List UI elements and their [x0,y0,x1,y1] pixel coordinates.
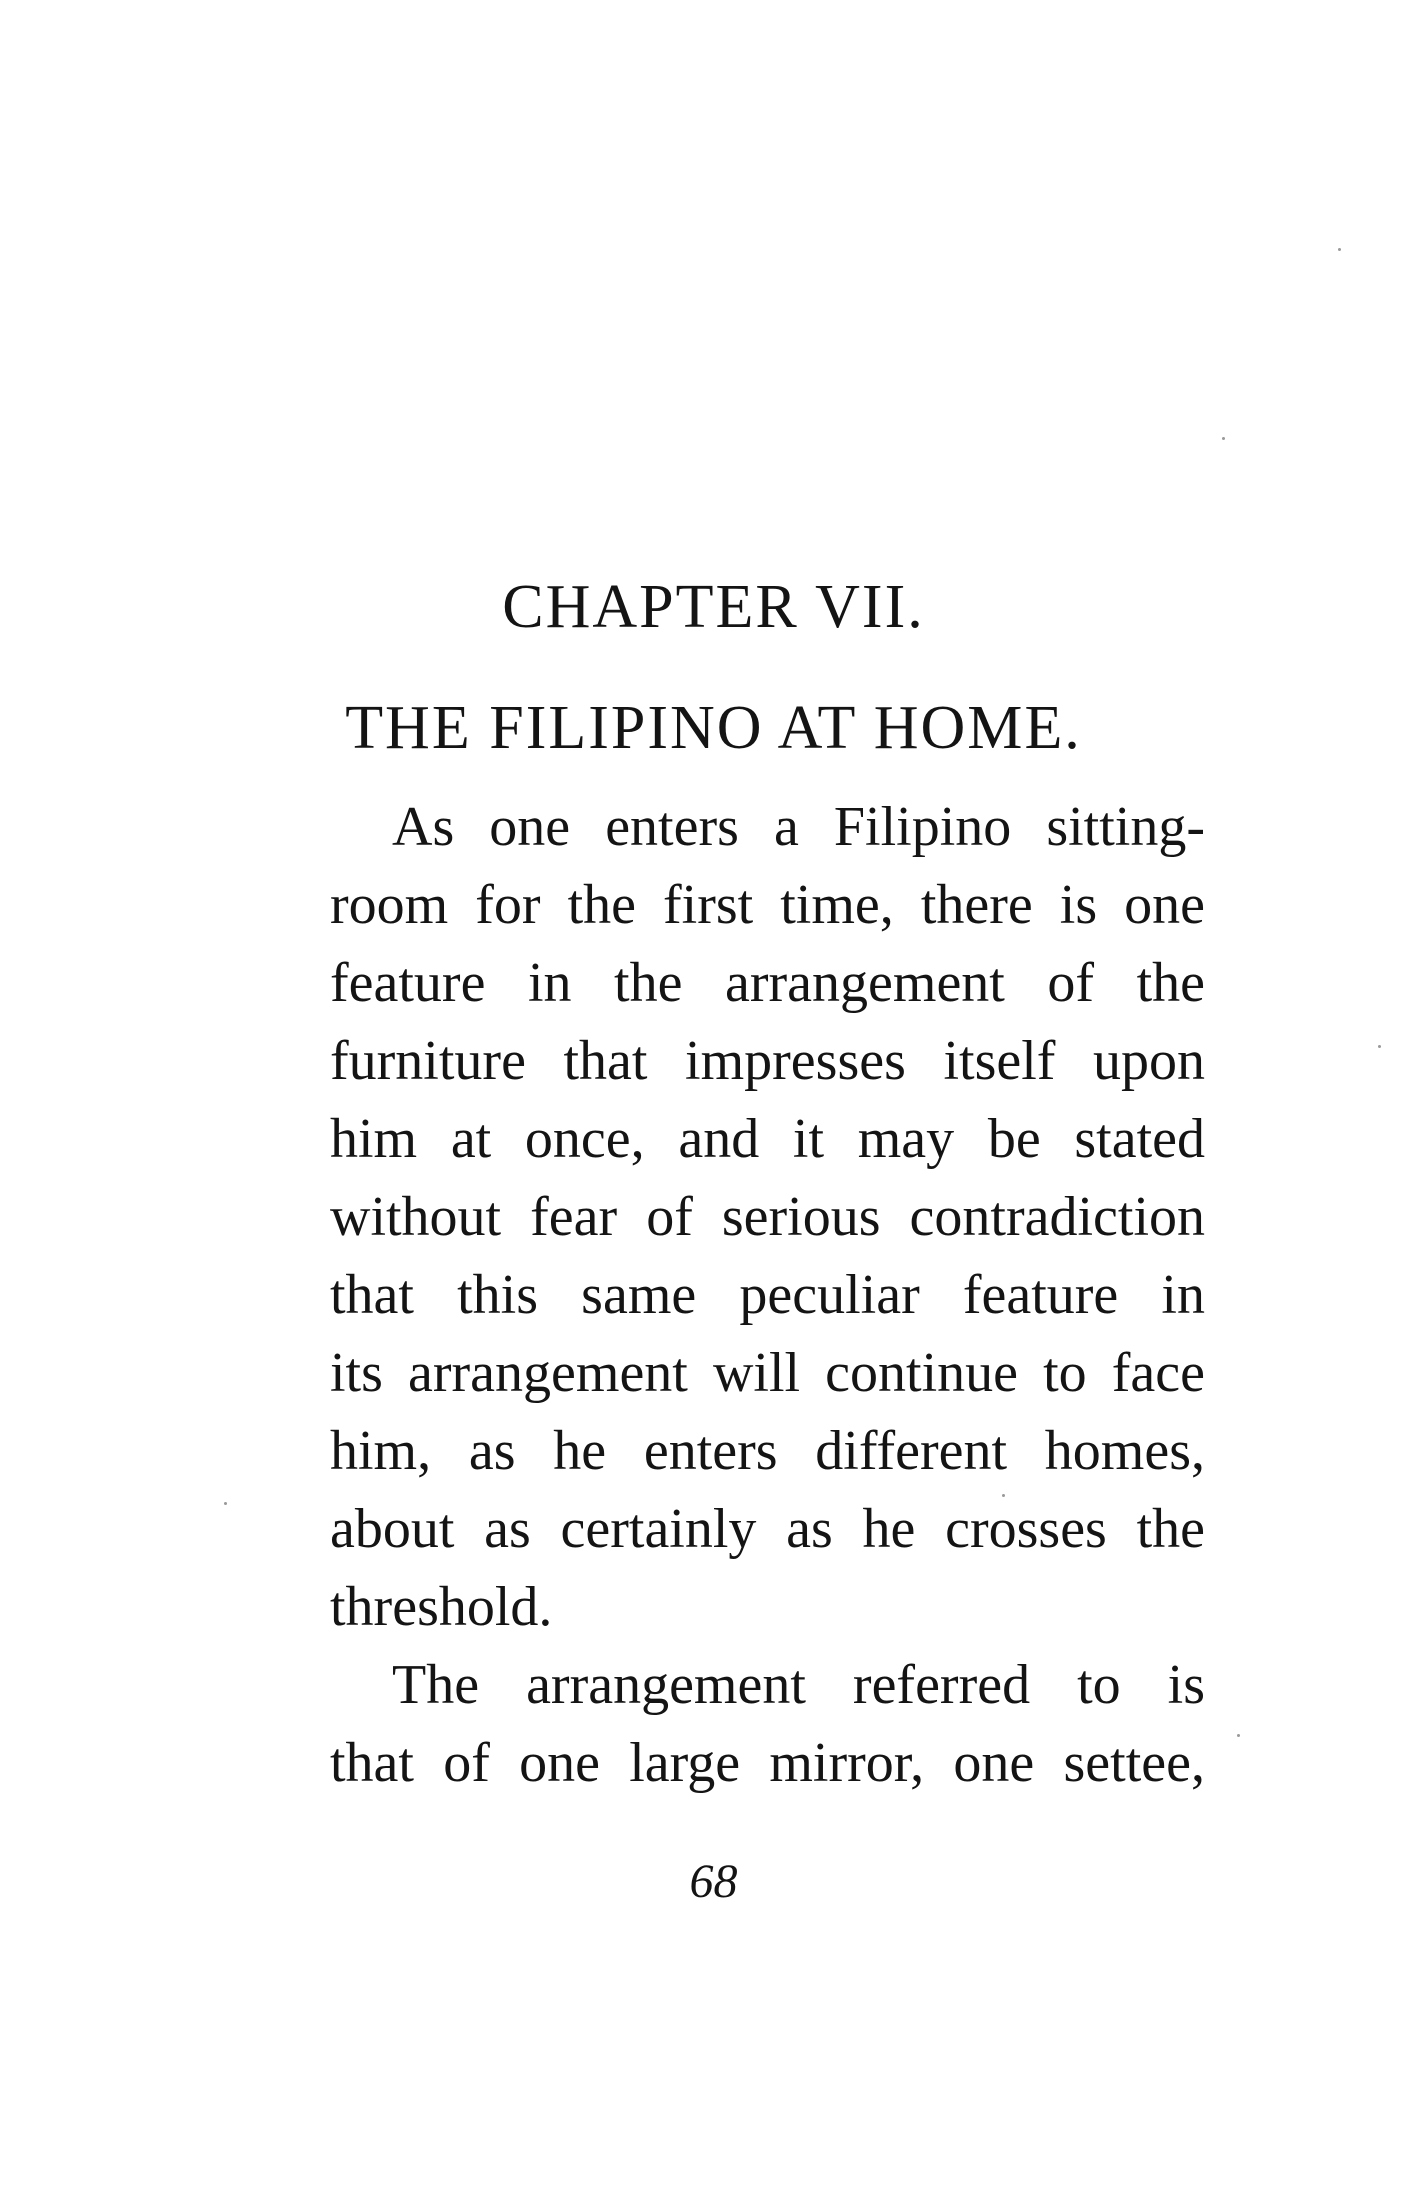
text-line: The arrangement referred to is [392,1654,1205,1716]
text-line: him, as he enters different homes, [330,1420,1205,1482]
text-line: without fear of serious contradiction [330,1186,1205,1248]
text-line: that of one large mirror, one settee, [330,1732,1205,1794]
scan-speck [1222,437,1225,440]
text-line: about as certainly as he crosses the [330,1498,1205,1560]
scan-speck [1237,1734,1240,1737]
text-line: As one enters a Filipino sitting- [392,796,1205,858]
text-line: threshold. [330,1576,553,1638]
text-line: that this same peculiar feature in [330,1264,1205,1326]
text-line: its arrangement will continue to face [330,1342,1205,1404]
scan-speck [1338,248,1341,251]
text-line: him at once, and it may be stated [330,1108,1205,1170]
page-number: 68 [689,1855,738,1908]
text-line: room for the first time, there is one [330,874,1205,936]
scan-speck [1378,1045,1381,1048]
chapter-heading: CHAPTER VII. [502,573,925,641]
scan-speck [224,1502,227,1505]
scan-speck [1002,1494,1005,1497]
text-line: feature in the arrangement of the [330,952,1205,1014]
chapter-title: THE FILIPINO AT HOME. [345,694,1082,762]
paragraph-2 [330,1646,1205,1802]
text-line: furniture that impresses itself upon [330,1030,1205,1092]
paragraph-1 [330,788,1205,1646]
